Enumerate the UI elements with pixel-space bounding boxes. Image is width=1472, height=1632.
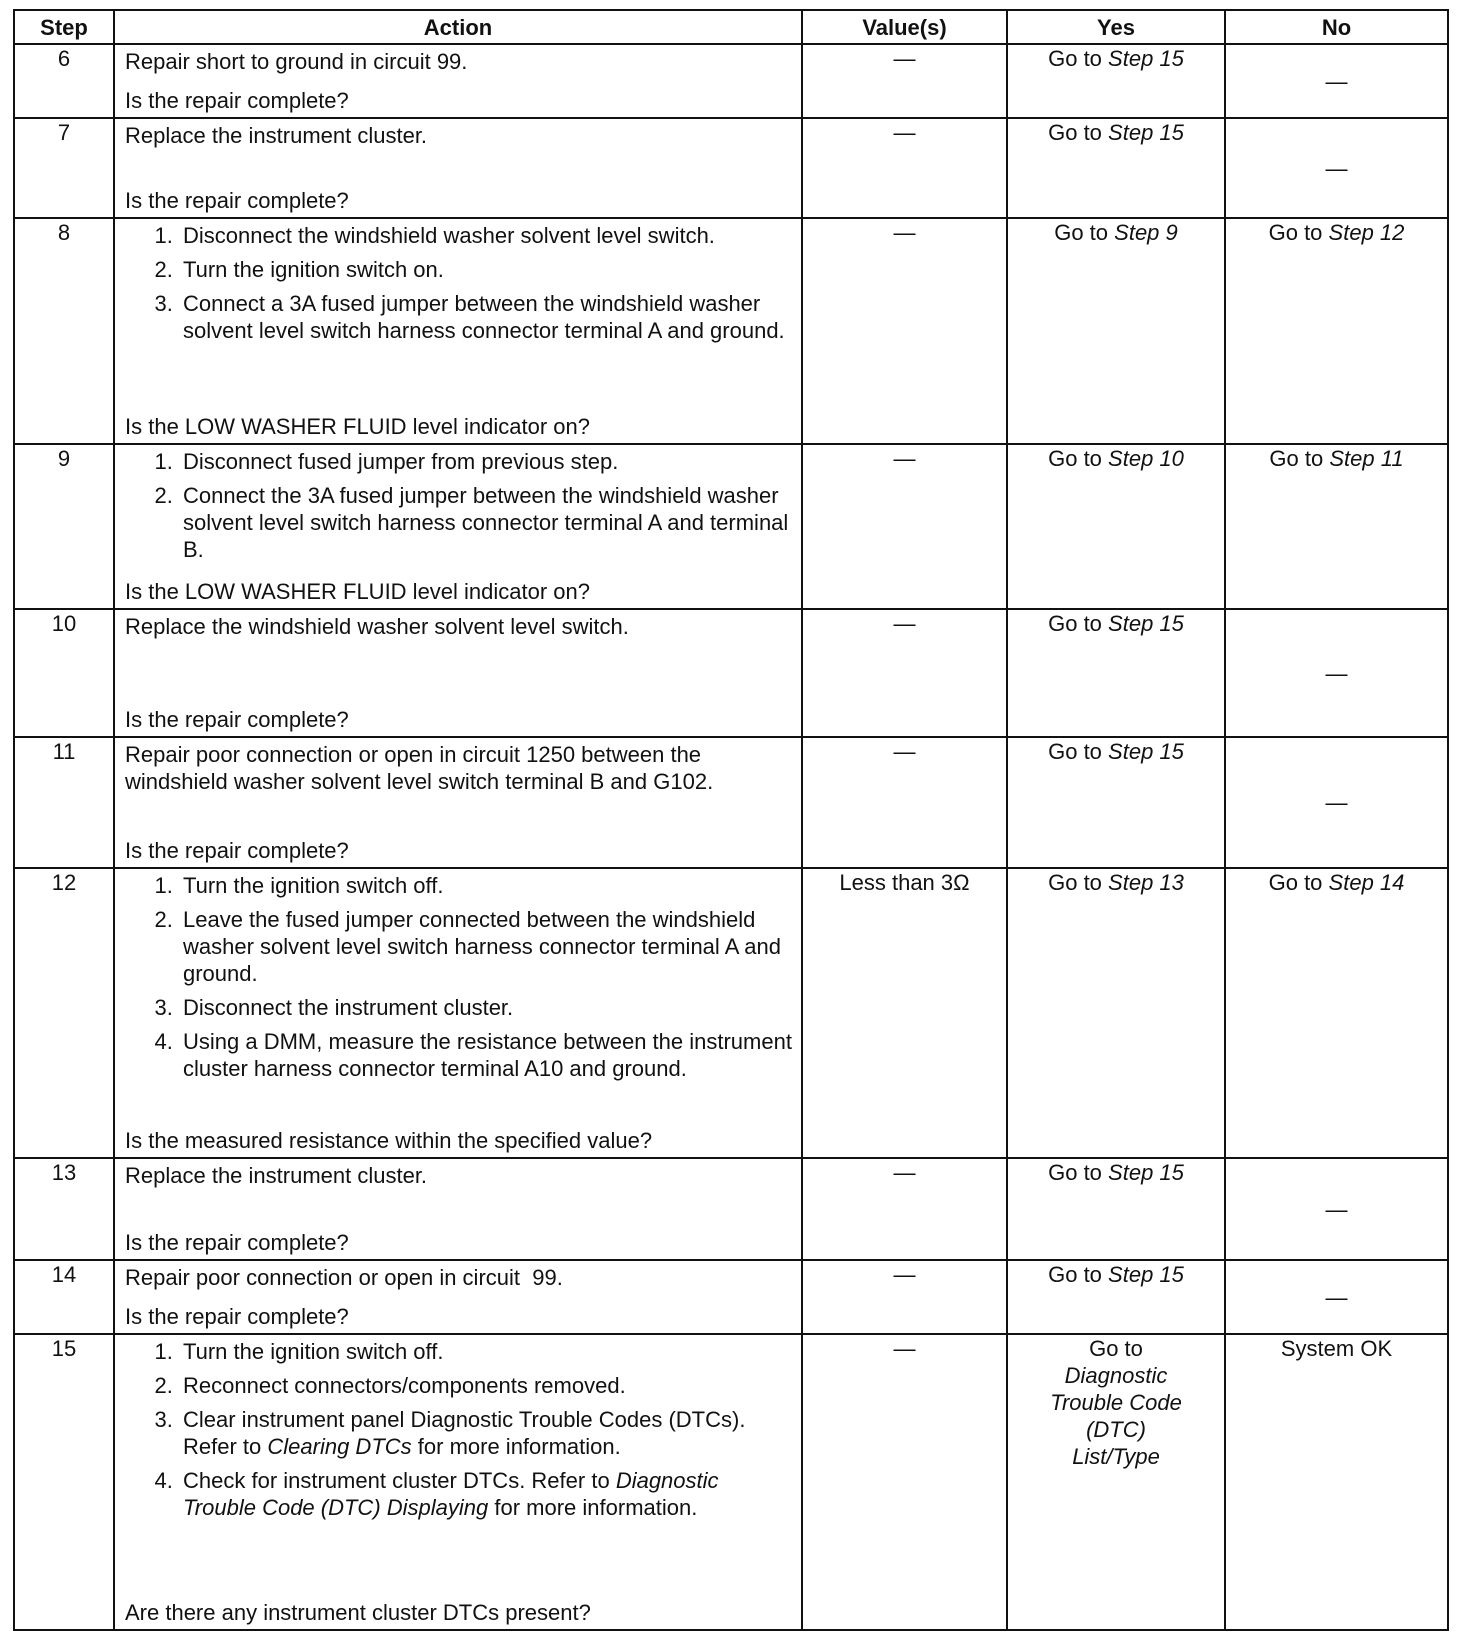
action-substep: 2. Leave the fused jumper connected between the windshield washer solvent level switch harness connector terminal A and ground.	[179, 906, 795, 987]
action-question: Is the repair complete?	[125, 1304, 349, 1329]
action-cell	[114, 1334, 802, 1630]
action-cell	[114, 218, 802, 444]
step-number: 11	[14, 737, 114, 868]
yes-prefix: Go to	[1048, 1262, 1102, 1287]
no-cell: —	[1225, 118, 1448, 218]
step-number: 14	[14, 1260, 114, 1334]
yes-step-link[interactable]: Step 10	[1108, 446, 1184, 471]
value-cell: —	[802, 1158, 1007, 1260]
action-cell	[114, 1158, 802, 1260]
no-step-link[interactable]: Step 12	[1328, 220, 1405, 245]
value-cell: —	[802, 444, 1007, 609]
dtc-list-type-link[interactable]: Diagnostic Trouble Code (DTC) List/Type	[1050, 1363, 1182, 1469]
value-cell: —	[802, 44, 1007, 118]
action-substep: 1. Disconnect fused jumper from previous step.	[179, 448, 795, 475]
yes-step-link[interactable]: Step 15	[1108, 1160, 1184, 1185]
yes-cell	[1007, 1334, 1225, 1630]
action-cell	[114, 737, 802, 868]
yes-step-link[interactable]: Step 15	[1108, 120, 1184, 145]
action-substep: 2. Reconnect connectors/components removed.	[179, 1372, 795, 1399]
no-cell: —	[1225, 1260, 1448, 1334]
header-row	[14, 10, 1448, 44]
no-prefix: Go to	[1268, 220, 1323, 245]
action-text: Replace the instrument cluster.	[125, 1163, 428, 1188]
header-yes: Yes	[1007, 10, 1225, 44]
action-substep: 1. Turn the ignition switch off.	[179, 872, 795, 899]
yes-prefix: Go to	[1048, 120, 1102, 145]
action-question: Is the repair complete?	[125, 88, 349, 113]
value-cell: —	[802, 118, 1007, 218]
action-substep: 4. Using a DMM, measure the resistance between the instrument cluster harness connector terminal A10 and ground.	[179, 1028, 795, 1082]
yes-prefix: Go to	[1048, 446, 1102, 471]
no-cell	[1225, 444, 1448, 609]
no-cell: System OK	[1225, 1334, 1448, 1630]
step-number: 6	[14, 44, 114, 118]
substep-text: Clear instrument panel Diagnostic Trouble Codes (DTCs). Refer to	[183, 1407, 746, 1459]
value-cell: Less than 3Ω	[802, 868, 1007, 1158]
action-substep: 3. Connect a 3A fused jumper between the windshield washer solvent level switch harness connector terminal A and ground.	[179, 290, 795, 344]
header-no: No	[1225, 10, 1448, 44]
step-number: 8	[14, 218, 114, 444]
action-question: Is the repair complete?	[125, 707, 349, 732]
value-cell: —	[802, 737, 1007, 868]
table-row	[14, 1260, 1448, 1334]
yes-step-link[interactable]: Step 9	[1114, 220, 1178, 245]
yes-cell	[1007, 218, 1225, 444]
action-text: Repair poor connection or open in circuit 1250 between the windshield washer solvent level switch terminal B and G102.	[125, 742, 714, 794]
yes-cell	[1007, 1158, 1225, 1260]
action-question: Is the LOW WASHER FLUID level indicator on?	[125, 579, 591, 604]
action-question: Is the LOW WASHER FLUID level indicator on?	[125, 414, 591, 439]
table-row	[14, 737, 1448, 868]
action-cell	[114, 444, 802, 609]
action-substep: 3. Disconnect the instrument cluster.	[179, 994, 795, 1021]
yes-prefix: Go to	[1048, 870, 1102, 895]
action-text: Replace the instrument cluster.	[125, 123, 428, 148]
no-cell: —	[1225, 609, 1448, 737]
step-number: 12	[14, 868, 114, 1158]
no-prefix: Go to	[1268, 870, 1323, 895]
step-number: 9	[14, 444, 114, 609]
no-step-link[interactable]: Step 14	[1328, 870, 1405, 895]
action-text: Replace the windshield washer solvent level switch.	[125, 614, 629, 639]
action-question: Are there any instrument cluster DTCs present?	[125, 1600, 591, 1625]
step-number: 13	[14, 1158, 114, 1260]
no-cell: —	[1225, 44, 1448, 118]
dtc-displaying-link[interactable]: Diagnostic Trouble Code (DTC) Displaying	[183, 1468, 719, 1520]
table-row	[14, 609, 1448, 737]
substep-text: Check for instrument cluster DTCs. Refer to	[183, 1468, 610, 1493]
header-values: Value(s)	[802, 10, 1007, 44]
table-row	[14, 444, 1448, 609]
action-substep: 2. Connect the 3A fused jumper between the windshield washer solvent level switch harness connector terminal A and terminal B.	[179, 482, 795, 563]
action-text: Repair short to ground in circuit 99.	[125, 49, 468, 74]
action-cell	[114, 868, 802, 1158]
substep-text: for more information.	[494, 1495, 698, 1520]
action-cell	[114, 118, 802, 218]
no-prefix: Go to	[1269, 446, 1324, 471]
yes-cell	[1007, 44, 1225, 118]
yes-prefix: Go to	[1048, 739, 1102, 764]
value-cell: —	[802, 1260, 1007, 1334]
clearing-dtcs-link[interactable]: Clearing DTCs	[267, 1434, 412, 1459]
step-number: 10	[14, 609, 114, 737]
no-step-link[interactable]: Step 11	[1329, 446, 1404, 471]
no-cell	[1225, 218, 1448, 444]
action-substep	[179, 1406, 795, 1460]
table-row	[14, 44, 1448, 118]
action-steps	[125, 448, 795, 567]
action-substep: 1. Turn the ignition switch off.	[179, 1338, 795, 1365]
yes-cell	[1007, 444, 1225, 609]
table-row	[14, 868, 1448, 1158]
action-steps	[125, 222, 795, 348]
yes-prefix: Go to	[1048, 611, 1102, 636]
action-substep: 2. Turn the ignition switch on.	[179, 256, 795, 283]
action-substep: 1. Disconnect the windshield washer solvent level switch.	[179, 222, 795, 249]
no-cell: —	[1225, 737, 1448, 868]
action-steps	[125, 872, 795, 1086]
action-question: Is the repair complete?	[125, 188, 349, 213]
action-substep	[179, 1467, 795, 1521]
table-row	[14, 118, 1448, 218]
action-question: Is the measured resistance within the specified value?	[125, 1128, 653, 1153]
step-number: 15	[14, 1334, 114, 1630]
value-cell: —	[802, 609, 1007, 737]
yes-cell	[1007, 868, 1225, 1158]
yes-cell	[1007, 737, 1225, 868]
yes-step-link[interactable]: Step 15	[1108, 611, 1184, 636]
diagnostic-table	[13, 9, 1449, 1631]
table-row	[14, 1334, 1448, 1630]
yes-step-link[interactable]: Step 13	[1108, 870, 1184, 895]
header-step: Step	[14, 10, 114, 44]
header-action: Action	[114, 10, 802, 44]
action-cell	[114, 44, 802, 118]
yes-cell	[1007, 118, 1225, 218]
action-text: Repair poor connection or open in circuit 99.	[125, 1265, 563, 1290]
yes-prefix: Go to	[1048, 1160, 1102, 1185]
table-row	[14, 218, 1448, 444]
substep-text: for more information.	[417, 1434, 621, 1459]
yes-prefix: Go to	[1048, 46, 1102, 71]
value-cell: —	[802, 218, 1007, 444]
yes-cell	[1007, 1260, 1225, 1334]
table-row	[14, 1158, 1448, 1260]
value-cell: —	[802, 1334, 1007, 1630]
yes-step-link[interactable]: Step 15	[1108, 739, 1184, 764]
action-question: Is the repair complete?	[125, 1230, 349, 1255]
no-cell: —	[1225, 1158, 1448, 1260]
yes-prefix: Go to	[1054, 220, 1109, 245]
step-number: 7	[14, 118, 114, 218]
yes-step-link[interactable]: Step 15	[1108, 1262, 1184, 1287]
action-cell	[114, 1260, 802, 1334]
yes-step-link[interactable]: Step 15	[1108, 46, 1184, 71]
yes-prefix: Go to	[1089, 1336, 1143, 1361]
no-cell	[1225, 868, 1448, 1158]
yes-cell	[1007, 609, 1225, 737]
action-steps	[125, 1338, 795, 1525]
action-question: Is the repair complete?	[125, 838, 349, 863]
action-cell	[114, 609, 802, 737]
